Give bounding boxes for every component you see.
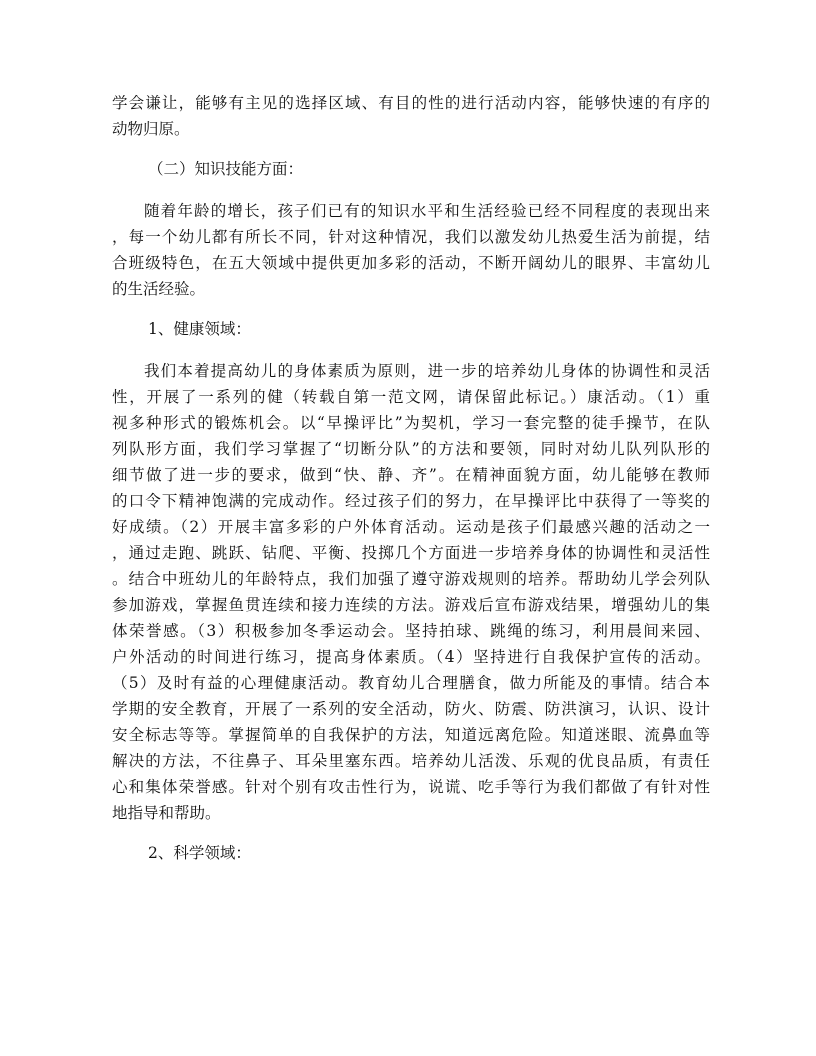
section-heading-health: 1、健康领域： [148,320,251,338]
text-line: 体荣誉感。（3）积极参加冬季运动会。坚持拍球、跳绳的练习，利用晨间来园、 [112,622,710,640]
text-line: 学期的安全教育，开展了一系列的安全活动，防火、防震、防洪演习，认识、设计 [112,700,710,718]
text-line: 参加游戏，掌握鱼贯连续和接力连续的方法。游戏后宣布游戏结果，增强幼儿的集 [112,596,710,614]
text-line: 我们本着提高幼儿的身体素质为原则，进一步的培养幼儿身体的协调性和灵活 [144,362,710,380]
text-line: 细节做了进一步的要求，做到“快、静、齐”。在精神面貌方面，幼儿能够在教师 [112,466,710,484]
text-line: 性，开展了一系列的健（转载自第一范文网，请保留此标记。）康活动。（1）重 [112,388,710,406]
document-page [112,90,710,866]
text-line: 。结合中班幼儿的年龄特点，我们加强了遵守游戏规则的培养。帮助幼儿学会列队 [112,570,710,588]
text-line: ，通过走跑、跳跃、钻爬、平衡、投掷几个方面进一步培养身体的协调性和灵活性 [112,544,710,562]
text-line: 解决的方法，不往鼻子、耳朵里塞东西。培养幼儿活泼、乐观的优良品质，有责任 [112,752,710,770]
text-line: 户外活动的时间进行练习，提高身体素质。（4）坚持进行自我保护宣传的活动。 [112,648,710,666]
text-line: （5）及时有益的心理健康活动。教育幼儿合理膳食，做力所能及的事情。结合本 [112,674,710,692]
paragraph-knowledge [112,198,710,302]
text-line: 好成绩。（2）开展丰富多彩的户外体育活动。运动是孩子们最感兴趣的活动之一 [112,518,710,536]
text-line: 的生活经验。 [112,280,206,298]
text-line: 学会谦让，能够有主见的选择区域、有目的性的进行活动内容，能够快速的有序的 [112,94,710,112]
section-heading-knowledge-skills: （二）知识技能方面： [148,160,304,178]
text-line: 心和集体荣誉感。针对个别有攻击性行为，说谎、吃手等行为我们都做了有针对性 [112,778,710,796]
text-line: 的口令下精神饱满的完成动作。经过孩子们的努力，在早操评比中获得了一等奖的 [112,492,710,510]
paragraph-intro [112,90,710,142]
text-line: 安全标志等等。掌握简单的自我保护的方法，知道远离危险。知道迷眼、流鼻血等 [112,726,710,744]
text-line: ，每一个幼儿都有所长不同，针对这种情况，我们以激发幼儿热爱生活为前提，结 [112,228,710,246]
section-heading-science: 2、科学领域： [148,844,251,862]
text-line: 视多种形式的锻炼机会。以“早操评比”为契机，学习一套完整的徒手操节，在队 [112,414,710,432]
text-line: 地指导和帮助。 [112,804,221,822]
text-line: 随着年龄的增长，孩子们已有的知识水平和生活经验已经不同程度的表现出来 [144,202,710,220]
text-line: 合班级特色，在五大领域中提供更加多彩的活动，不断开阔幼儿的眼界、丰富幼儿 [112,254,710,272]
text-line: 列队形方面，我们学习掌握了“切断分队”的方法和要领，同时对幼儿队列队形的 [112,440,710,458]
paragraph-health [112,358,710,826]
text-line: 动物归原。 [112,120,190,138]
